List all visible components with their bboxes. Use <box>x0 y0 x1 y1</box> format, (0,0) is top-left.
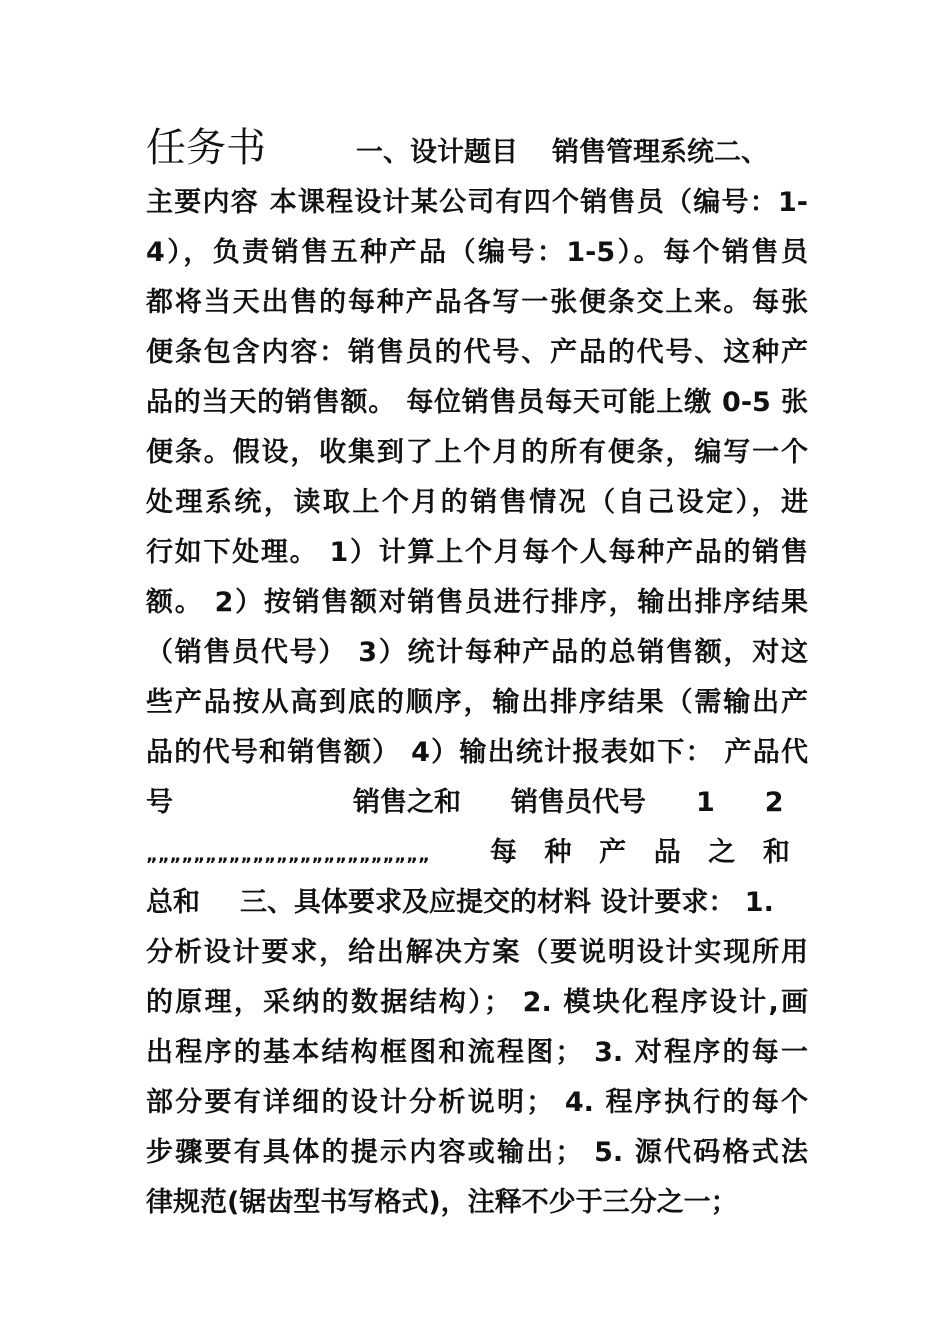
requirements-heading: 三、具体要求及应提交的材料 设计要求： 1. <box>240 887 774 918</box>
report-col-2: 2 <box>764 787 784 818</box>
doc-line-5: 便条包含内容：销售员的代号、产品的代号、这种产 <box>146 337 808 368</box>
report-row-product-total <box>490 828 790 878</box>
doc-line-15 <box>146 828 808 878</box>
report-col-product-code-end: 号 <box>146 787 173 818</box>
doc-line-18: 的原理，采纳的数据结构）； 2. 模块化程序设计,画 <box>146 987 808 1018</box>
report-col-salesperson-code: 销售员代号 <box>511 787 646 818</box>
doc-line-4: 都将当天出售的每种产品各写一张便条交上来。每张 <box>146 287 808 318</box>
doc-line-13: 品的代号和销售额） 4）输出统计报表如下： 产品代 <box>146 737 808 768</box>
doc-line-20: 部分要有详细的设计分析说明； 4. 程序执行的每个 <box>146 1087 808 1118</box>
doc-line-8: 处理系统，读取上个月的销售情况（自己设定），进 <box>146 487 808 518</box>
doc-line-12: 些产品按从高到底的顺序，输出排序结果（需输出产 <box>146 687 808 718</box>
doc-line-2: 主要内容 本课程设计某公司有四个销售员（编号：1- <box>146 187 808 218</box>
report-char: 品 <box>653 837 681 868</box>
report-col-1: 1 <box>696 787 715 818</box>
doc-line-14 <box>146 778 808 828</box>
doc-title: 任务书 <box>146 125 266 171</box>
doc-line-1 <box>146 118 808 178</box>
doc-line-7: 便条。假设，收集到了上个月的所有便条，编写一个 <box>146 437 808 468</box>
doc-line-9: 行如下处理。 1）计算上个月每个人每种产品的销售 <box>146 537 808 568</box>
doc-line-16 <box>146 878 808 928</box>
report-char: 和 <box>762 837 790 868</box>
doc-line-22: 律规范(锯齿型书写格式)，注释不少于三分之一； <box>146 1187 738 1218</box>
design-topic-heading: 一、设计题目 <box>356 137 518 168</box>
doc-line-10: 额。 2）按销售额对销售员进行排序，输出排序结果 <box>146 587 808 618</box>
document-page <box>146 118 808 1228</box>
report-char: 种 <box>544 837 572 868</box>
doc-line-21: 步骤要有具体的提示内容或输出； 5. 源代码格式法 <box>146 1137 808 1168</box>
doc-line-17: 分析设计要求，给出解决方案（要说明设计实现所用 <box>146 937 808 968</box>
report-char: 产 <box>599 837 627 868</box>
report-char: 之 <box>708 837 736 868</box>
report-col-sales-sum: 销售之和 <box>353 787 461 818</box>
doc-line-19: 出程序的基本结构框图和流程图； 3. 对程序的每一 <box>146 1037 808 1068</box>
doc-line-3: 4），负责销售五种产品（编号：1-5）。每个销售员 <box>146 237 808 268</box>
report-row-grand-total: 总和 <box>146 887 200 918</box>
design-topic-value: 销售管理系统二、 <box>552 137 768 168</box>
report-ellipsis: „„„„„„„„„„„„„„„„„„„„„„„„ <box>146 845 430 866</box>
report-char: 每 <box>489 837 517 868</box>
doc-line-11: （销售员代号） 3）统计每种产品的总销售额，对这 <box>146 637 808 668</box>
doc-line-6: 品的当天的销售额。 每位销售员每天可能上缴 0-5 张 <box>146 387 808 418</box>
